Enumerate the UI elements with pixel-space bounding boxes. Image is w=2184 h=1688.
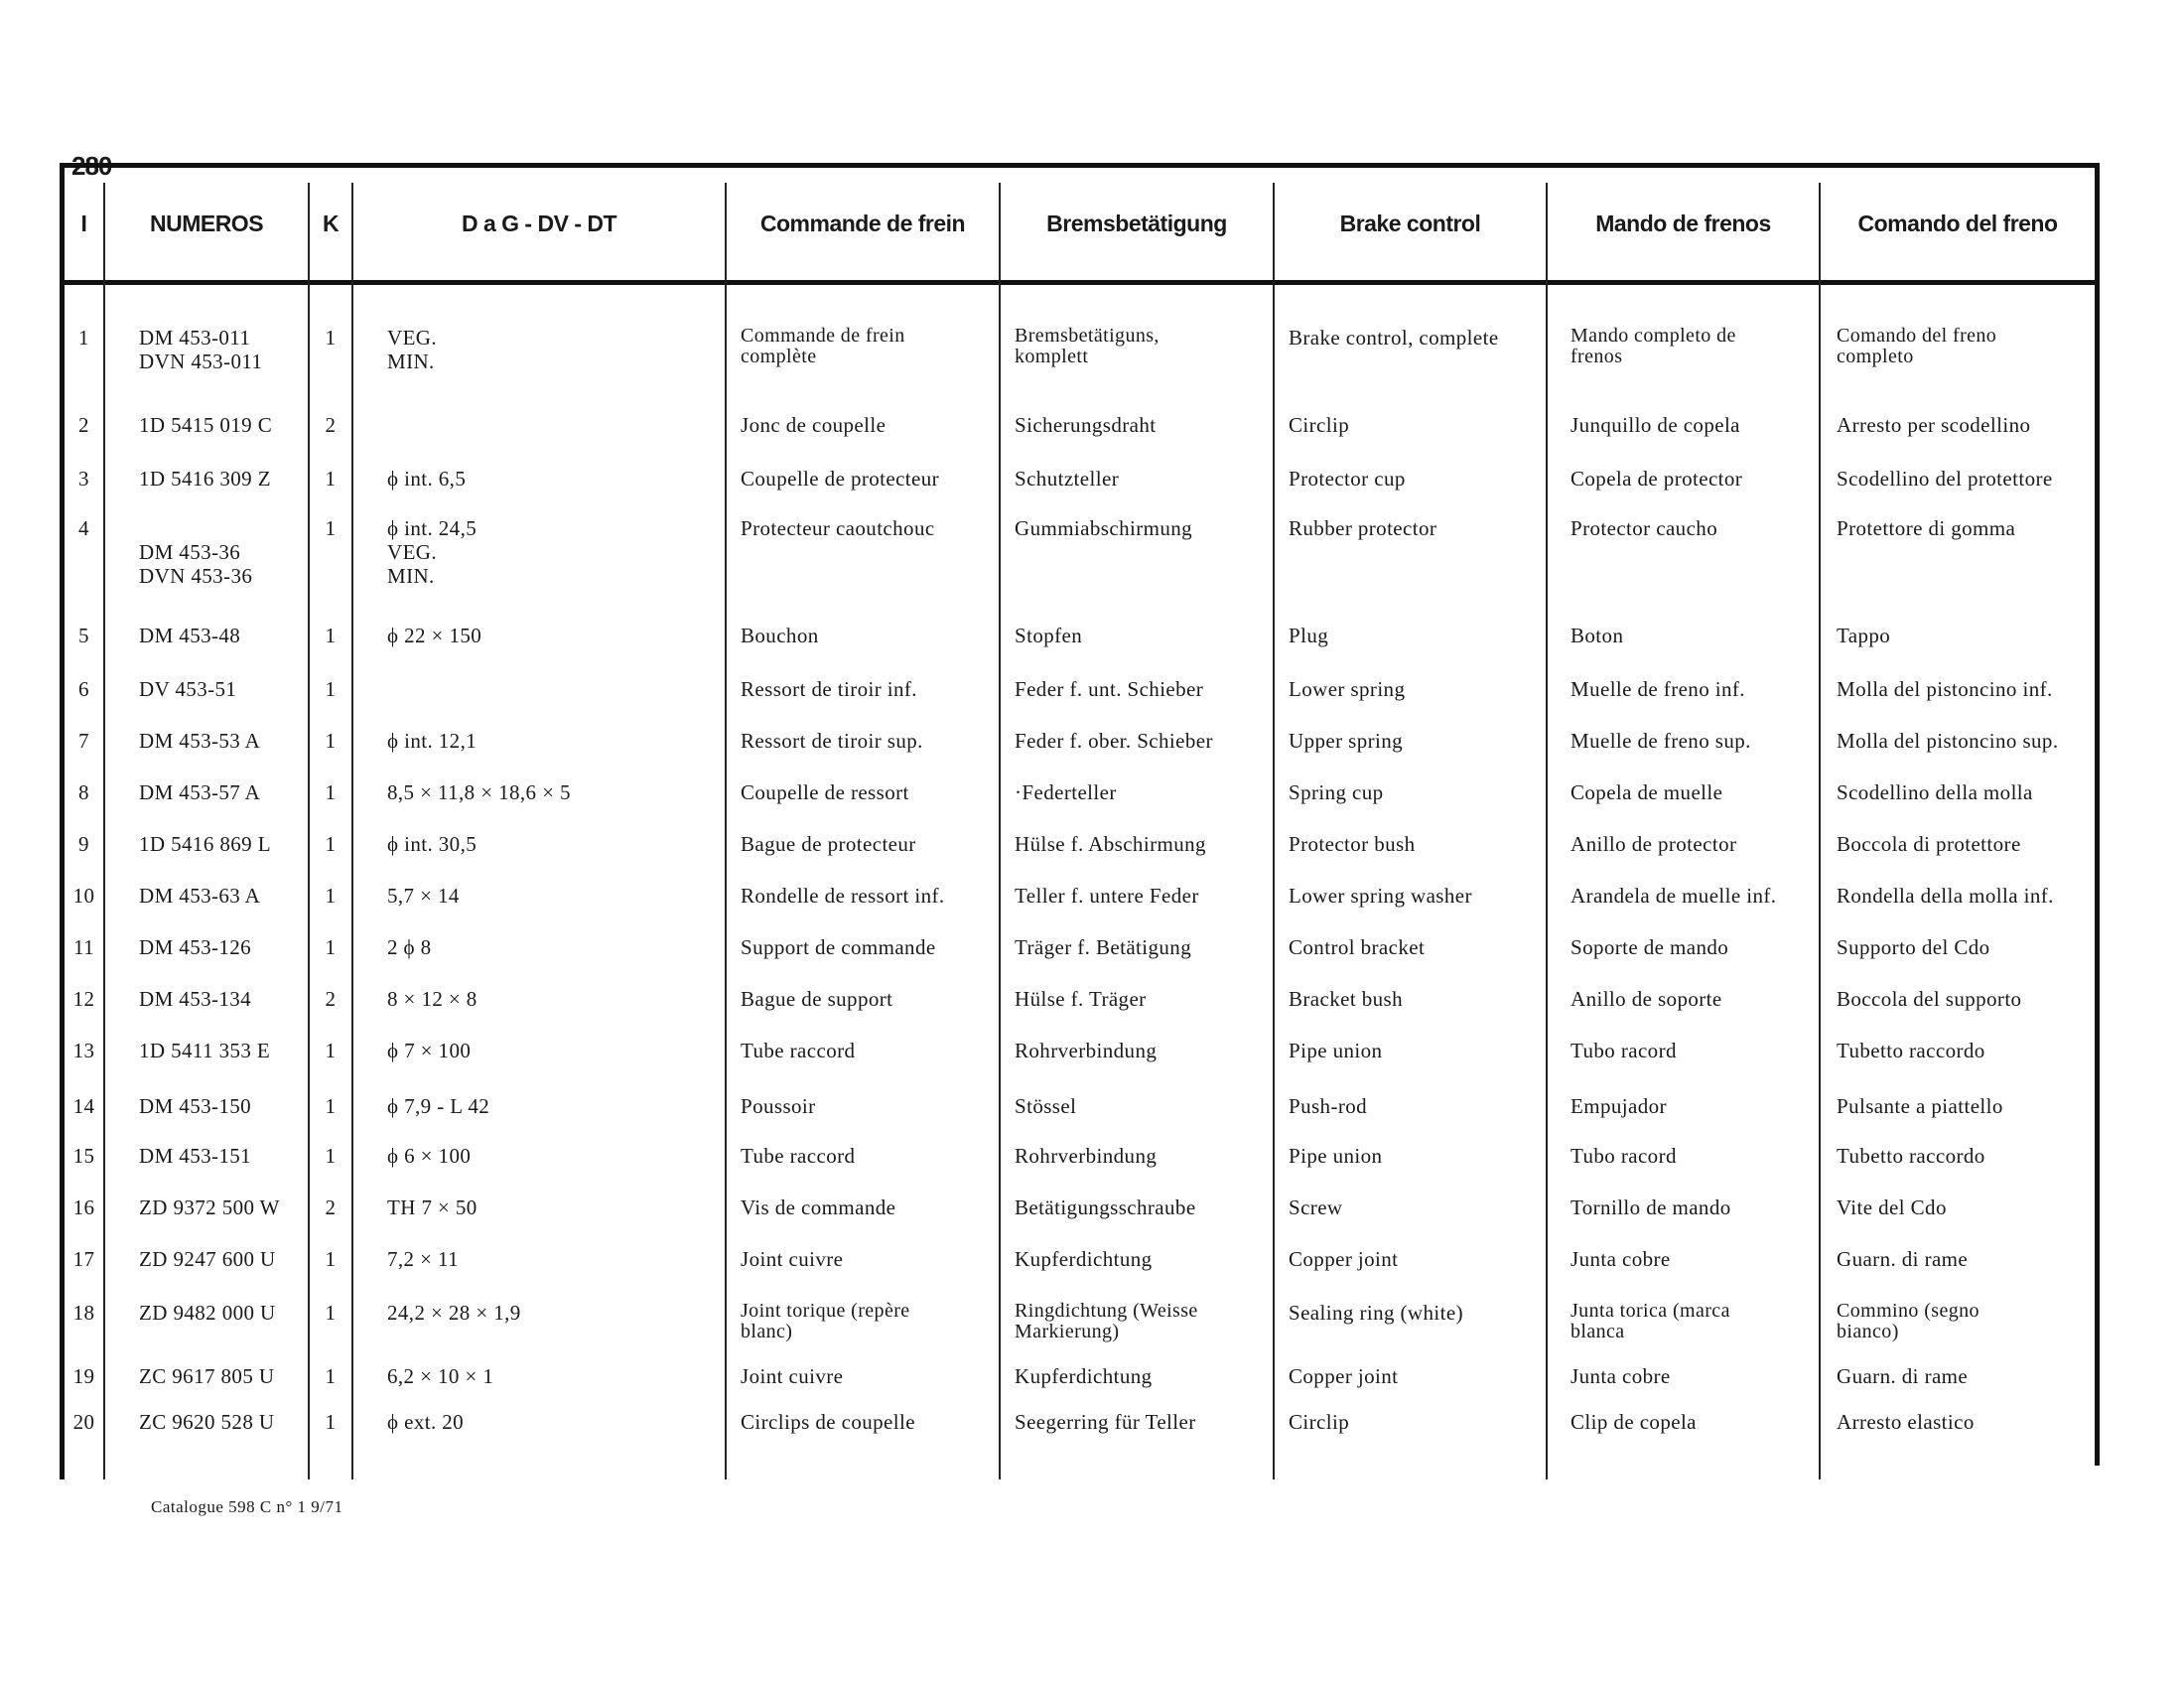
cell-spanish: Junquillo de copela — [1570, 413, 1740, 437]
cell-german: Teller f. untere Feder — [1015, 884, 1199, 908]
cell-index: 20 — [72, 1410, 95, 1434]
cell-spanish: Junta cobre — [1570, 1247, 1671, 1271]
cell-dimensions: ϕ int. 12,1 — [387, 729, 478, 753]
cell-english: Bracket bush — [1289, 987, 1404, 1011]
cell-dimensions: TH 7 × 50 — [387, 1196, 478, 1219]
cell-french: Ressort de tiroir inf. — [741, 677, 917, 701]
cell-spanish: Copela de protector — [1570, 467, 1743, 491]
cell-part-number: DM 453-53 A — [139, 729, 261, 753]
cell-spanish: Boton — [1570, 624, 1624, 647]
cell-spanish: Soporte de mando — [1570, 935, 1729, 959]
cell-dimensions: 8,5 × 11,8 × 18,6 × 5 — [387, 780, 571, 804]
cell-quantity: 1 — [325, 935, 337, 959]
header-german: Bremsbetätigung — [1046, 211, 1227, 236]
cell-spanish: Anillo de protector — [1570, 832, 1737, 856]
cell-english: Push-rod — [1289, 1094, 1368, 1118]
cell-english: Protector cup — [1289, 467, 1406, 491]
cell-english: Lower spring washer — [1289, 884, 1472, 908]
cell-italian: Commino (segno bianco) — [1837, 1300, 1979, 1342]
cell-part-number: DM 453-57 A — [139, 780, 261, 804]
cell-french: Tube raccord — [741, 1144, 856, 1168]
cell-index: 5 — [78, 624, 89, 647]
cell-index: 11 — [72, 935, 95, 959]
column-divider — [351, 183, 353, 1479]
cell-german: Rohrverbindung — [1015, 1039, 1158, 1062]
column-divider — [103, 183, 105, 1479]
cell-english: Pipe union — [1289, 1144, 1383, 1168]
cell-german: Gummiabschirmung — [1015, 516, 1193, 540]
cell-german: Hülse f. Träger — [1015, 987, 1147, 1011]
cell-french: Vis de commande — [741, 1196, 896, 1219]
cell-german: Feder f. unt. Schieber — [1015, 677, 1204, 701]
cell-french: Ressort de tiroir sup. — [741, 729, 923, 753]
cell-french: Bague de support — [741, 987, 893, 1011]
catalogue-footer: Catalogue 598 C n° 1 9/71 — [151, 1497, 343, 1516]
cell-french: Joint cuivre — [741, 1364, 844, 1388]
cell-spanish: Clip de copela — [1570, 1410, 1697, 1434]
cell-italian: Scodellino della molla — [1837, 780, 2033, 804]
cell-quantity: 2 — [325, 987, 337, 1011]
cell-quantity: 1 — [325, 1410, 337, 1434]
cell-index: 7 — [78, 729, 89, 753]
cell-dimensions: ϕ int. 24,5 VEG. MIN. — [387, 516, 478, 588]
cell-index: 3 — [78, 467, 89, 491]
cell-italian: Tappo — [1837, 624, 1891, 647]
header-k: K — [322, 211, 340, 236]
cell-part-number: DM 453-63 A — [139, 884, 261, 908]
cell-german: Rohrverbindung — [1015, 1144, 1158, 1168]
cell-german: Seegerring für Teller — [1015, 1410, 1196, 1434]
cell-index: 10 — [72, 884, 95, 908]
table-left-border — [60, 163, 65, 1479]
cell-part-number: ZC 9620 528 U — [139, 1410, 275, 1434]
cell-italian: Supporto del Cdo — [1837, 935, 1990, 959]
cell-index: 13 — [72, 1039, 95, 1062]
cell-quantity: 1 — [325, 1247, 337, 1271]
cell-italian: Protettore di gomma — [1837, 516, 2016, 540]
cell-english: Copper joint — [1289, 1247, 1399, 1271]
cell-dimensions: 8 × 12 × 8 — [387, 987, 478, 1011]
cell-index: 2 — [78, 413, 89, 437]
cell-italian: Pulsante a piattello — [1837, 1094, 2003, 1118]
cell-dimensions: 7,2 × 11 — [387, 1247, 460, 1271]
parts-table — [60, 163, 2100, 1479]
cell-dimensions: ϕ int. 6,5 — [387, 467, 467, 491]
cell-italian: Guarn. di rame — [1837, 1247, 1969, 1271]
header-index: I — [80, 211, 87, 236]
cell-english: Copper joint — [1289, 1364, 1399, 1388]
cell-part-number: ZD 9247 600 U — [139, 1247, 276, 1271]
cell-german: Betätigungsschraube — [1015, 1196, 1196, 1219]
cell-part-number: DM 453-011 DVN 453-011 — [139, 326, 263, 373]
cell-german: Schutzteller — [1015, 467, 1120, 491]
cell-part-number: DM 453-48 — [139, 624, 241, 647]
cell-english: Plug — [1289, 624, 1329, 647]
cell-french: Bague de protecteur — [741, 832, 916, 856]
header-divider — [60, 280, 2100, 285]
cell-quantity: 1 — [325, 1364, 337, 1388]
column-divider — [999, 183, 1001, 1479]
cell-index: 6 — [78, 677, 89, 701]
cell-french: Protecteur caoutchouc — [741, 516, 935, 540]
cell-english: Protector bush — [1289, 832, 1416, 856]
cell-dimensions: 2 ϕ 8 — [387, 935, 432, 959]
cell-index: 12 — [72, 987, 95, 1011]
cell-french: Rondelle de ressort inf. — [741, 884, 945, 908]
cell-german: Kupferdichtung — [1015, 1364, 1153, 1388]
cell-part-number: DM 453-151 — [139, 1144, 252, 1168]
header-numeros: NUMEROS — [149, 211, 264, 236]
cell-index: 4 — [78, 516, 89, 540]
cell-index: 8 — [78, 780, 89, 804]
header-italian: Comando del freno — [1857, 211, 2058, 236]
cell-spanish: Protector caucho — [1570, 516, 1718, 540]
cell-italian: Scodellino del protettore — [1837, 467, 2053, 491]
cell-french: Joint cuivre — [741, 1247, 844, 1271]
cell-spanish: Mando completo de frenos — [1570, 325, 1736, 367]
cell-dimensions: VEG. MIN. — [387, 326, 438, 373]
cell-spanish: Junta cobre — [1570, 1364, 1671, 1388]
cell-dimensions: 5,7 × 14 — [387, 884, 460, 908]
cell-german: Träger f. Betätigung — [1015, 935, 1192, 959]
cell-english: Control bracket — [1289, 935, 1426, 959]
column-divider — [1273, 183, 1275, 1479]
cell-french: Commande de frein complète — [741, 325, 905, 367]
cell-spanish: Muelle de freno sup. — [1570, 729, 1751, 753]
cell-italian: Arresto per scodellino — [1837, 413, 2031, 437]
cell-spanish: Tornillo de mando — [1570, 1196, 1731, 1219]
cell-quantity: 1 — [325, 780, 337, 804]
header-english: Brake control — [1339, 211, 1481, 236]
cell-index: 9 — [78, 832, 89, 856]
cell-french: Jonc de coupelle — [741, 413, 887, 437]
cell-part-number: DM 453-134 — [139, 987, 252, 1011]
cell-index: 18 — [72, 1301, 95, 1325]
cell-quantity: 1 — [325, 1039, 337, 1062]
cell-spanish: Tubo racord — [1570, 1039, 1677, 1062]
cell-part-number: ZC 9617 805 U — [139, 1364, 275, 1388]
cell-english: Spring cup — [1289, 780, 1384, 804]
column-divider — [1546, 183, 1548, 1479]
cell-part-number: DV 453-51 — [139, 677, 237, 701]
cell-spanish: Junta torica (marca blanca — [1570, 1300, 1730, 1342]
cell-italian: Guarn. di rame — [1837, 1364, 1969, 1388]
cell-french: Circlips de coupelle — [741, 1410, 915, 1434]
column-divider — [725, 183, 727, 1479]
cell-index: 15 — [72, 1144, 95, 1168]
cell-german: ·Federteller — [1015, 780, 1117, 804]
cell-english: Lower spring — [1289, 677, 1406, 701]
cell-spanish: Tubo racord — [1570, 1144, 1677, 1168]
cell-index: 1 — [78, 326, 89, 350]
cell-italian: Molla del pistoncino inf. — [1837, 677, 2053, 701]
cell-french: Tube raccord — [741, 1039, 856, 1062]
header-spanish: Mando de frenos — [1595, 211, 1771, 236]
cell-german: Stopfen — [1015, 624, 1083, 647]
cell-german: Feder f. ober. Schieber — [1015, 729, 1213, 753]
cell-english: Circlip — [1289, 1410, 1350, 1434]
header-french: Commande de frein — [759, 211, 966, 236]
cell-english: Upper spring — [1289, 729, 1404, 753]
column-divider — [308, 183, 310, 1479]
cell-english: Pipe union — [1289, 1039, 1383, 1062]
cell-dimensions: 24,2 × 28 × 1,9 — [387, 1301, 521, 1325]
cell-italian: Boccola di protettore — [1837, 832, 2021, 856]
cell-german: Sicherungsdraht — [1015, 413, 1157, 437]
cell-quantity: 1 — [325, 467, 337, 491]
cell-quantity: 1 — [325, 624, 337, 647]
cell-index: 14 — [72, 1094, 95, 1118]
cell-german: Ringdichtung (Weisse Markierung) — [1015, 1300, 1198, 1342]
cell-quantity: 2 — [325, 1196, 337, 1219]
cell-index: 16 — [72, 1196, 95, 1219]
cell-quantity: 2 — [325, 413, 337, 437]
cell-french: Bouchon — [741, 624, 819, 647]
cell-italian: Boccola del supporto — [1837, 987, 2022, 1011]
cell-quantity: 1 — [325, 832, 337, 856]
cell-spanish: Muelle de freno inf. — [1570, 677, 1745, 701]
cell-german: Bremsbetätiguns, komplett — [1015, 325, 1160, 367]
cell-german: Kupferdichtung — [1015, 1247, 1153, 1271]
column-divider — [1819, 183, 1821, 1479]
cell-part-number: DM 453-150 — [139, 1094, 252, 1118]
cell-italian: Tubetto raccordo — [1837, 1039, 1985, 1062]
cell-dimensions: ϕ 22 × 150 — [387, 624, 482, 647]
cell-german: Stössel — [1015, 1094, 1077, 1118]
cell-french: Poussoir — [741, 1094, 816, 1118]
cell-english: Circlip — [1289, 413, 1350, 437]
cell-quantity: 1 — [325, 516, 337, 540]
cell-italian: Molla del pistoncino sup. — [1837, 729, 2059, 753]
cell-english: Sealing ring (white) — [1289, 1301, 1463, 1325]
cell-german: Hülse f. Abschirmung — [1015, 832, 1206, 856]
cell-part-number: 1D 5411 353 E — [139, 1039, 271, 1062]
cell-part-number: DM 453-36 DVN 453-36 — [139, 540, 253, 588]
cell-part-number: ZD 9372 500 W — [139, 1196, 280, 1219]
cell-french: Support de commande — [741, 935, 936, 959]
cell-english: Rubber protector — [1289, 516, 1437, 540]
cell-spanish: Copela de muelle — [1570, 780, 1723, 804]
header-dimensions: D a G - DV - DT — [461, 211, 617, 236]
cell-part-number: 1D 5416 309 Z — [139, 467, 271, 491]
cell-dimensions: ϕ int. 30,5 — [387, 832, 478, 856]
cell-index: 19 — [72, 1364, 95, 1388]
cell-quantity: 1 — [325, 1094, 337, 1118]
cell-dimensions: ϕ 7 × 100 — [387, 1039, 472, 1062]
cell-italian: Vite del Cdo — [1837, 1196, 1947, 1219]
cell-dimensions: ϕ 6 × 100 — [387, 1144, 472, 1168]
cell-quantity: 1 — [325, 326, 337, 350]
cell-dimensions: ϕ ext. 20 — [387, 1410, 465, 1434]
cell-index: 17 — [72, 1247, 95, 1271]
cell-quantity: 1 — [325, 1144, 337, 1168]
cell-spanish: Empujador — [1570, 1094, 1667, 1118]
cell-spanish: Arandela de muelle inf. — [1570, 884, 1777, 908]
cell-italian: Arresto elastico — [1837, 1410, 1975, 1434]
cell-french: Coupelle de ressort — [741, 780, 909, 804]
cell-part-number: ZD 9482 000 U — [139, 1301, 276, 1325]
cell-english: Brake control, complete — [1289, 326, 1499, 350]
cell-part-number: 1D 5415 019 C — [139, 413, 273, 437]
cell-french: Joint torique (repère blanc) — [741, 1300, 910, 1342]
cell-part-number: 1D 5416 869 L — [139, 832, 271, 856]
cell-spanish: Anillo de soporte — [1570, 987, 1722, 1011]
cell-italian: Tubetto raccordo — [1837, 1144, 1985, 1168]
cell-dimensions: ϕ 7,9 - L 42 — [387, 1094, 490, 1118]
cell-quantity: 1 — [325, 729, 337, 753]
cell-dimensions: 6,2 × 10 × 1 — [387, 1364, 494, 1388]
cell-italian: Comando del freno completo — [1837, 325, 1997, 367]
cell-quantity: 1 — [325, 1301, 337, 1325]
cell-quantity: 1 — [325, 677, 337, 701]
cell-part-number: DM 453-126 — [139, 935, 252, 959]
cell-english: Screw — [1289, 1196, 1343, 1219]
cell-quantity: 1 — [325, 884, 337, 908]
cell-french: Coupelle de protecteur — [741, 467, 940, 491]
cell-italian: Rondella della molla inf. — [1837, 884, 2054, 908]
